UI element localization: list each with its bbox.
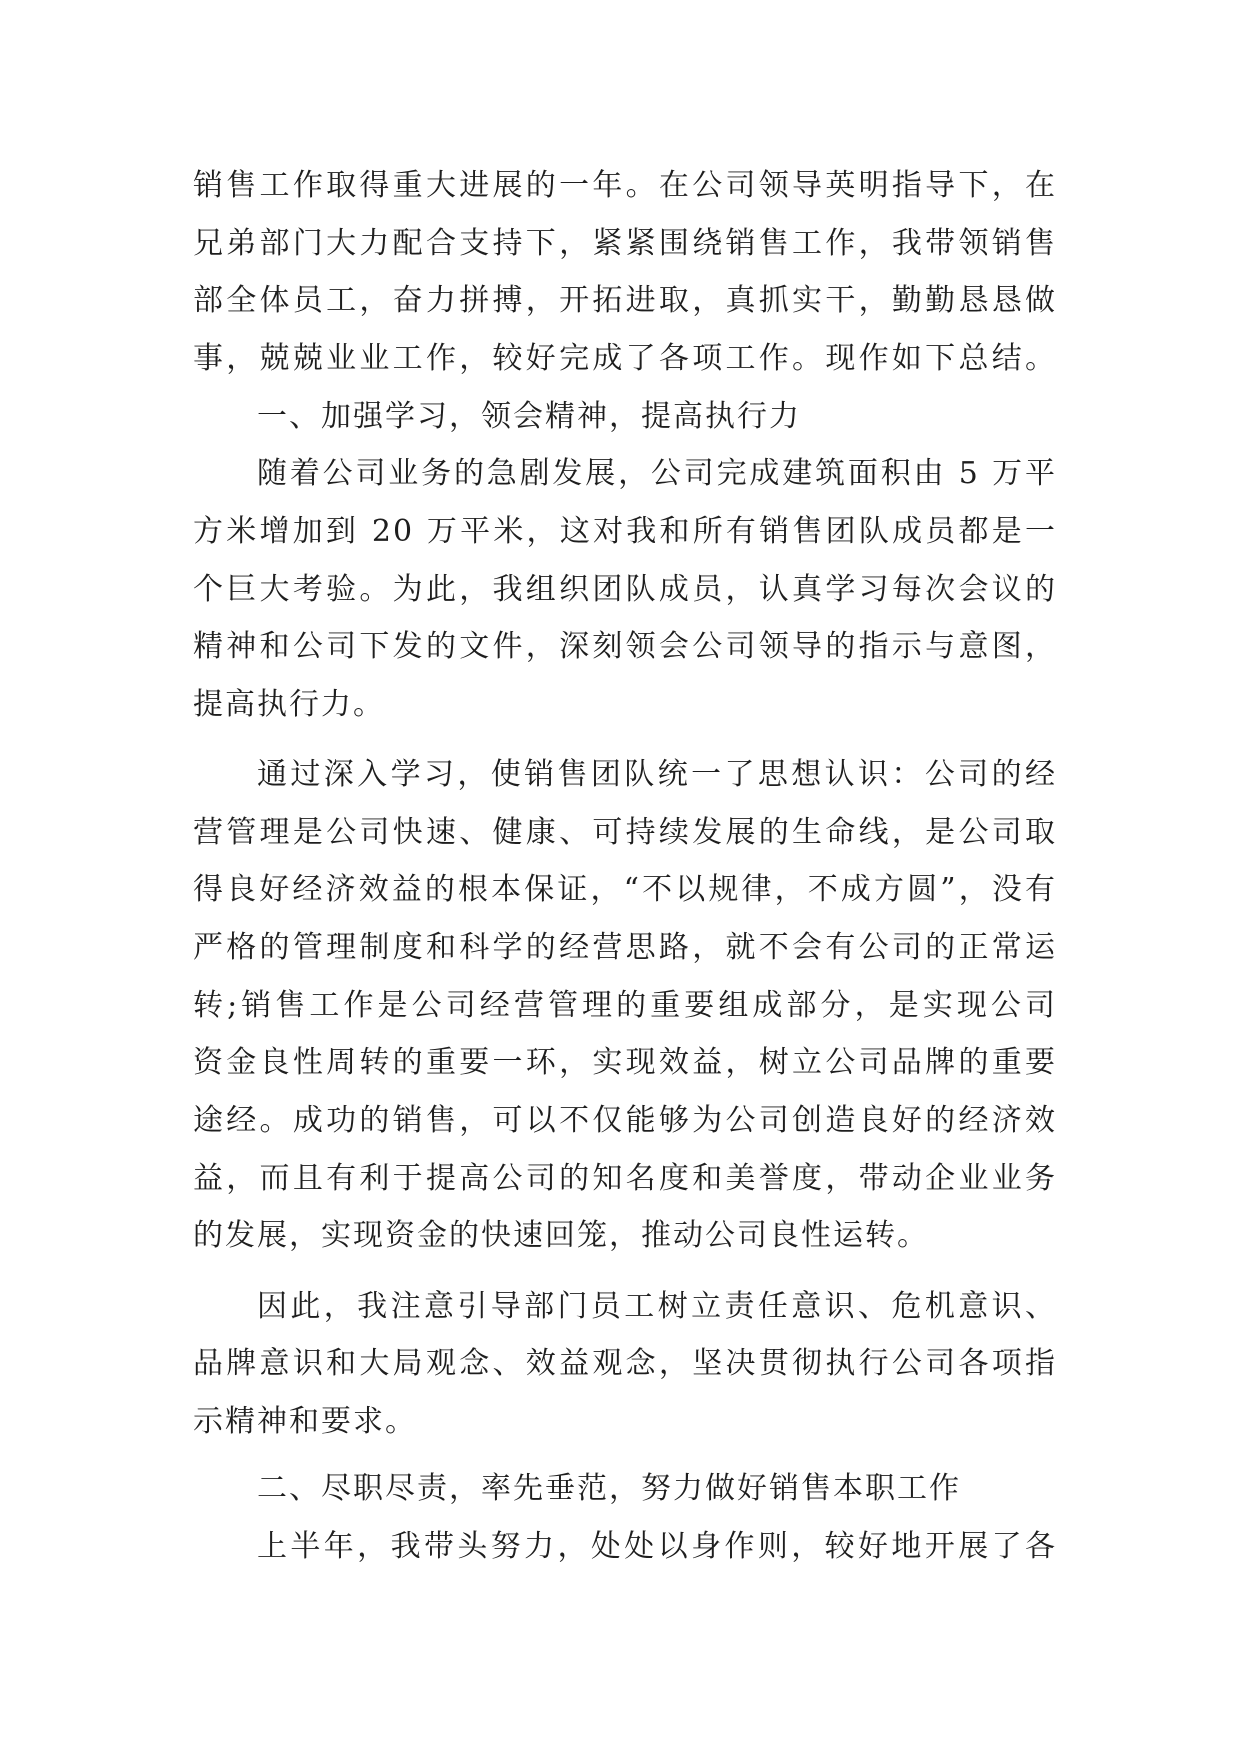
text-line: 方米增加到 20 万平米，这对我和所有销售团队成员都是一 bbox=[193, 514, 1057, 549]
text-line: 严格的管理制度和科学的经营思路，就不会有公司的正常运 bbox=[193, 930, 1057, 965]
text-line: 部全体员工，奋力拼搏，开拓进取，真抓实干，勤勤恳恳做 bbox=[193, 283, 1057, 318]
section-heading-2: 二、尽职尽责，率先垂范，努力做好销售本职工作 bbox=[257, 1471, 961, 1506]
text-line: 上半年，我带头努力，处处以身作则，较好地开展了各 bbox=[257, 1529, 1057, 1564]
text-line: 事，兢兢业业工作，较好完成了各项工作。现作如下总结。 bbox=[193, 341, 1057, 376]
text-line: 转;销售工作是公司经营管理的重要组成部分，是实现公司 bbox=[193, 988, 1057, 1023]
text-line: 资金良性周转的重要一环，实现效益，树立公司品牌的重要 bbox=[193, 1045, 1057, 1080]
section-heading-1: 一、加强学习，领会精神，提高执行力 bbox=[257, 399, 801, 434]
text-line: 通过深入学习，使销售团队统一了思想认识：公司的经 bbox=[257, 757, 1057, 792]
text-line: 随着公司业务的急剧发展，公司完成建筑面积由 5 万平 bbox=[257, 456, 1057, 491]
text-line: 途经。成功的销售，可以不仅能够为公司创造良好的经济效 bbox=[193, 1103, 1057, 1138]
text-line: 营管理是公司快速、健康、可持续发展的生命线，是公司取 bbox=[193, 815, 1057, 850]
text-line: 得良好经济效益的根本保证，“不以规律，不成方圆”，没有 bbox=[193, 872, 1057, 907]
text-line: 兄弟部门大力配合支持下，紧紧围绕销售工作，我带领销售 bbox=[193, 226, 1057, 261]
text-line: 个巨大考验。为此，我组织团队成员，认真学习每次会议的 bbox=[193, 572, 1057, 607]
text-line: 因此，我注意引导部门员工树立责任意识、危机意识、 bbox=[257, 1289, 1057, 1324]
text-line: 品牌意识和大局观念、效益观念，坚决贯彻执行公司各项指 bbox=[193, 1346, 1057, 1381]
text-line: 提高执行力。 bbox=[193, 687, 385, 722]
text-line: 的发展，实现资金的快速回笼，推动公司良性运转。 bbox=[193, 1218, 929, 1253]
text-line: 益，而且有利于提高公司的知名度和美誉度，带动企业业务 bbox=[193, 1161, 1057, 1196]
text-line: 精神和公司下发的文件，深刻领会公司领导的指示与意图， bbox=[193, 629, 1057, 664]
text-line: 示精神和要求。 bbox=[193, 1404, 417, 1439]
text-line: 销售工作取得重大进展的一年。在公司领导英明指导下，在 bbox=[193, 168, 1057, 203]
